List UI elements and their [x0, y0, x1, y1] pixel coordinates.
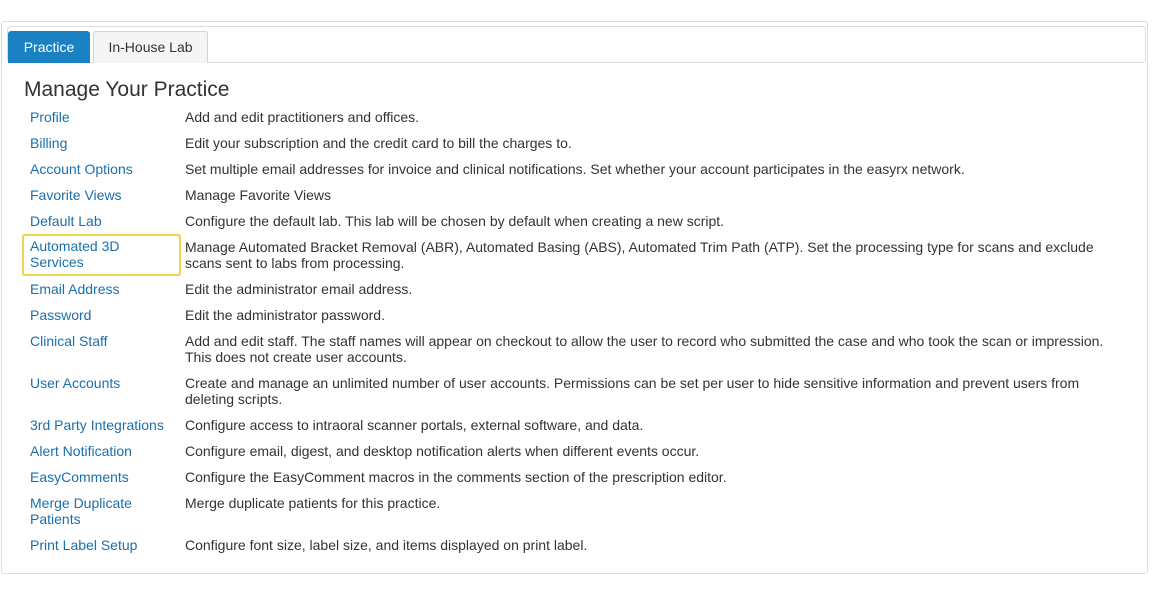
item-description: Set multiple email addresses for invoice and clinical notifications. Set whether your account participates in the easyrx network.	[185, 161, 965, 177]
link-cell	[24, 211, 179, 237]
link-cell	[24, 493, 179, 535]
table-row	[24, 159, 1121, 185]
link-cell	[24, 133, 179, 159]
link-cell	[24, 237, 179, 279]
link-cell	[24, 185, 179, 211]
item-description: Manage Favorite Views	[185, 187, 332, 203]
link-profile[interactable]: Profile	[30, 109, 70, 125]
link-cell	[24, 159, 179, 185]
link-password[interactable]: Password	[30, 307, 92, 323]
table-row	[24, 467, 1121, 493]
item-description: Edit the administrator password.	[185, 307, 385, 323]
link-cell	[24, 279, 179, 305]
table-row	[24, 493, 1121, 535]
table-row	[24, 331, 1121, 373]
table-row	[24, 305, 1121, 331]
link-cell	[24, 107, 179, 133]
item-description: Manage Automated Bracket Removal (ABR), Automated Basing (ABS), Automated Trim Path (ATP). Set the processing type for scans and exclude scans sent to labs from processing.	[185, 239, 1094, 271]
item-description: Add and edit staff. The staff names will appear on checkout to allow the user to record who submitted the case and who took the scan or impression. This does not create user accounts.	[185, 333, 1104, 365]
item-description: Edit the administrator email address.	[185, 281, 413, 297]
item-description: Configure email, digest, and desktop notification alerts when different events occur.	[185, 443, 700, 459]
item-description: Configure the default lab. This lab will be chosen by default when creating a new script.	[185, 213, 725, 229]
tab-in-house-lab[interactable]: In-House Lab	[93, 31, 208, 63]
item-description: Configure the EasyComment macros in the comments section of the prescription editor.	[185, 469, 727, 485]
table-row	[24, 107, 1121, 133]
link-cell	[24, 535, 179, 561]
link-automated-3d-services[interactable]: Automated 3D Services	[30, 238, 120, 270]
table-row	[24, 535, 1121, 561]
link-cell	[24, 441, 179, 467]
link-easycomments[interactable]: EasyComments	[30, 469, 129, 485]
table-row	[24, 441, 1121, 467]
tab-practice[interactable]: Practice	[8, 31, 90, 63]
table-row	[24, 237, 1121, 279]
item-description: Edit your subscription and the credit card to bill the charges to.	[185, 135, 572, 151]
link-default-lab[interactable]: Default Lab	[30, 213, 102, 229]
link-account-options[interactable]: Account Options	[30, 161, 133, 177]
practice-panel	[1, 21, 1148, 574]
link-cell	[24, 305, 179, 331]
link-cell	[24, 467, 179, 493]
table-row	[24, 415, 1121, 441]
item-description: Configure access to intraoral scanner portals, external software, and data.	[185, 417, 644, 433]
table-row	[24, 279, 1121, 305]
link-clinical-staff[interactable]: Clinical Staff	[30, 333, 108, 349]
item-description: Create and manage an unlimited number of user accounts. Permissions can be set per user to hide sensitive information and prevent users from deleting scripts.	[185, 375, 1080, 407]
link-print-label-setup[interactable]: Print Label Setup	[30, 537, 138, 553]
highlight-box	[24, 236, 179, 274]
link-alert-notification[interactable]: Alert Notification	[30, 443, 132, 459]
link-user-accounts[interactable]: User Accounts	[30, 375, 121, 391]
link-cell	[24, 331, 179, 373]
link-email-address[interactable]: Email Address	[30, 281, 120, 297]
link-cell	[24, 373, 179, 415]
item-description: Configure font size, label size, and items displayed on print label.	[185, 537, 588, 553]
settings-table	[24, 107, 1121, 561]
table-row	[24, 133, 1121, 159]
link-billing[interactable]: Billing	[30, 135, 68, 151]
page-title: Manage Your Practice	[24, 78, 230, 101]
link-3rd-party-integrations[interactable]: 3rd Party Integrations	[30, 417, 164, 433]
item-description: Add and edit practitioners and offices.	[185, 109, 420, 125]
link-cell	[24, 415, 179, 441]
link-favorite-views[interactable]: Favorite Views	[30, 187, 122, 203]
item-description: Merge duplicate patients for this practice.	[185, 495, 441, 511]
table-row	[24, 211, 1121, 237]
link-merge-duplicate-patients[interactable]: Merge Duplicate Patients	[30, 495, 132, 527]
tab-bar	[7, 26, 1146, 63]
table-row	[24, 185, 1121, 211]
table-row	[24, 373, 1121, 415]
